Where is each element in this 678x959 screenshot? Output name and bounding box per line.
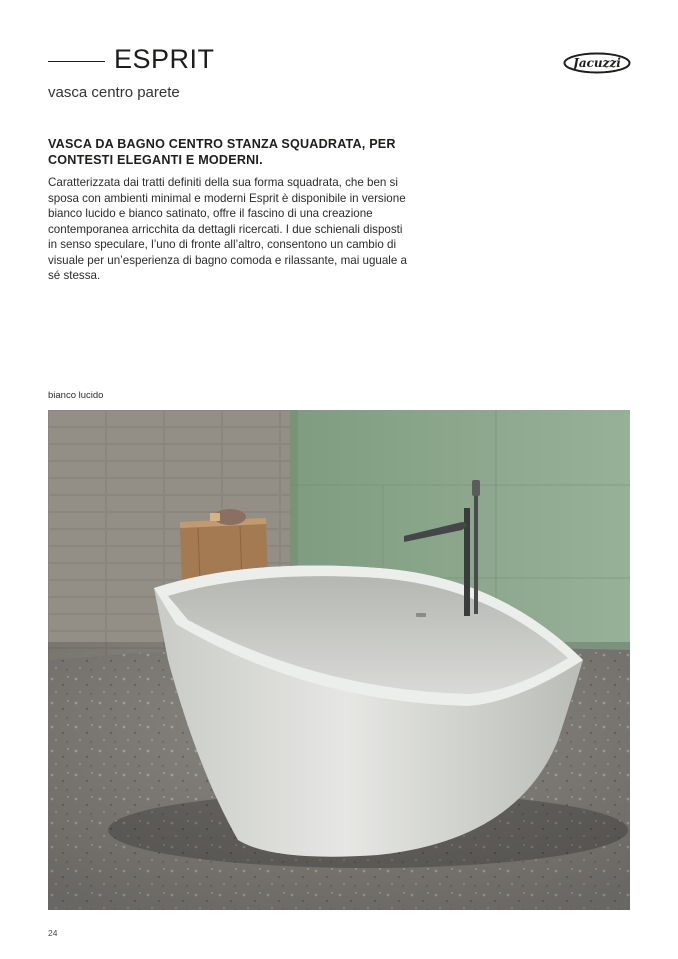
body-line: Caratterizzata dai tratti definiti della sua forma squadrata, che ben si (48, 176, 398, 189)
body-line: sé stessa. (48, 269, 101, 282)
heading-line: CONTESTI ELEGANTI E MODERNI. (48, 153, 263, 167)
body-line: sposa con ambienti minimal e moderni Esprit è disponibile in versione (48, 191, 406, 205)
body-line: in senso speculare, l’uno di fronte all’altro, consentono un cambio di (48, 238, 397, 251)
section-heading (48, 136, 448, 168)
product-subtitle: vasca centro parete (48, 84, 180, 101)
bathtub-illustration (48, 410, 630, 910)
description-text (48, 175, 433, 284)
page-number: 24 (48, 928, 58, 938)
photo-caption: bianco lucido (48, 390, 104, 401)
heading-line: VASCA DA BAGNO CENTRO STANZA SQUADRATA, PER (48, 137, 396, 151)
brand-name: Jacuzzi (573, 56, 621, 70)
body-line: bianco lucido e bianco satinato, offre il fascino di una creazione (48, 207, 373, 220)
body-line: contemporanea arricchita da dettagli ricercati. I due schienali disposti (48, 222, 403, 236)
title-rule (48, 61, 105, 62)
jacuzzi-logo (563, 52, 631, 74)
body-line: visuale per un’esperienza di bagno comoda e rilassante, mai uguale a (48, 253, 407, 267)
product-title: ESPRIT (114, 44, 215, 74)
bathtub-photo (48, 410, 630, 910)
